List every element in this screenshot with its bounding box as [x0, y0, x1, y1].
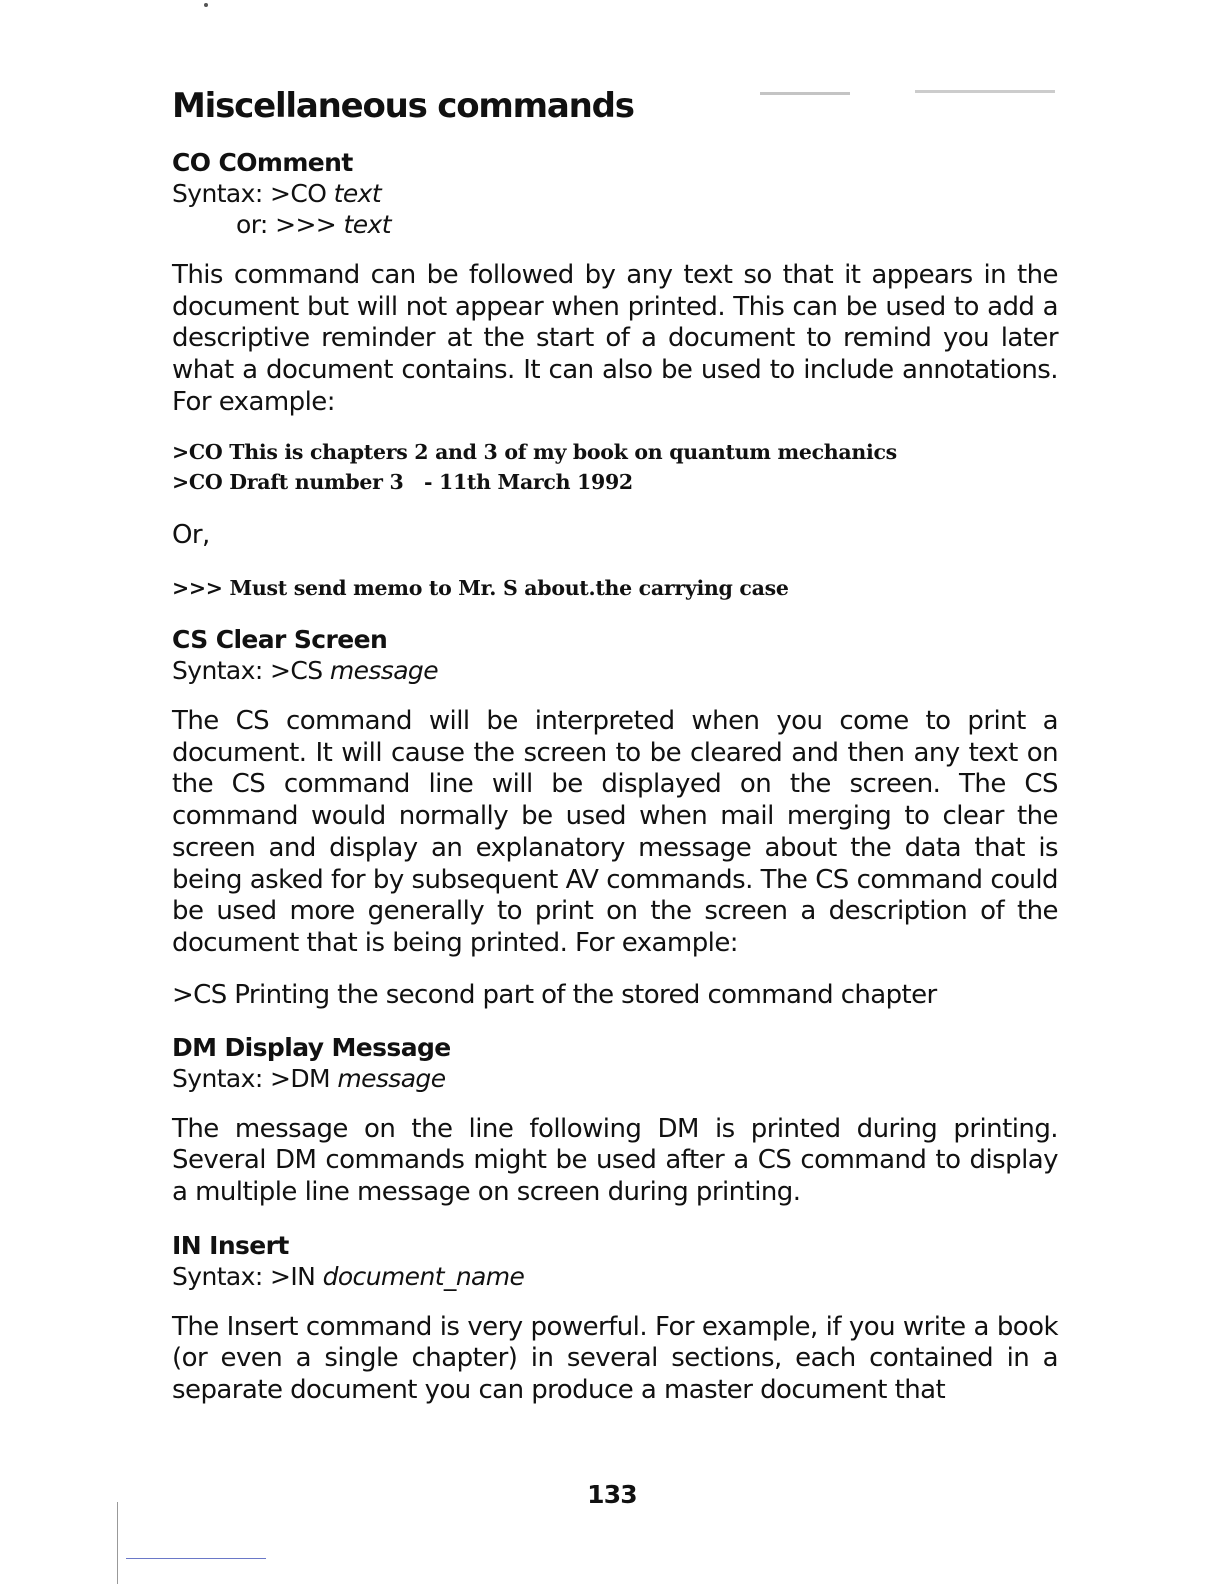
syntax-argument: text — [343, 210, 391, 239]
command-heading: CS Clear Screen — [172, 625, 388, 655]
code-example-block — [172, 437, 1058, 498]
description-paragraph: The message on the line following DM is printed during printing. Several DM commands might be used after a CS command to display a multiple line message on screen during printing. — [172, 1113, 1058, 1208]
page-title: Miscellaneous commands — [172, 86, 634, 126]
document-page — [172, 84, 1058, 1407]
code-example-line: >CO This is chapters 2 and 3 of my book on quantum mechanics — [172, 439, 897, 464]
syntax-prefix: Syntax: >CO — [172, 179, 327, 208]
command-heading: CO COmment — [172, 148, 353, 177]
scan-speck — [204, 3, 208, 7]
or-label: Or, — [172, 519, 210, 550]
syntax-argument: text — [333, 179, 382, 208]
syntax-prefix: Syntax: >IN — [172, 1261, 316, 1291]
section-dm-display-message — [172, 1033, 1058, 1209]
page-number: 133 — [587, 1480, 637, 1509]
section-co-comment — [172, 148, 1058, 603]
syntax-line — [172, 1063, 1058, 1094]
code-example-line: >CO Draft number 3 - 11th March 1992 — [172, 470, 633, 495]
syntax-prefix: Syntax: >DM — [172, 1063, 330, 1093]
syntax-line — [172, 1261, 1058, 1292]
description-paragraph: The Insert command is very powerful. For example, if you write a book (or even a single chapter) in several sections, each contained in a separate document you can produce a master document that — [172, 1311, 1058, 1406]
syntax-line — [172, 178, 1058, 209]
scan-speck — [915, 90, 1055, 93]
section-in-insert — [172, 1231, 1058, 1407]
scan-speck — [760, 92, 850, 95]
syntax-argument: message — [337, 1063, 446, 1093]
syntax-alternate-line — [172, 209, 1058, 240]
scan-edge-line — [126, 1558, 266, 1559]
description-paragraph: This command can be followed by any text so that it appears in the document but will not appear when printed. This can be used to add a descriptive reminder at the start of a document to remind you later what a document contains. It can also be used to include annotations. For example: — [172, 260, 1058, 417]
code-example-line: >>> Must send memo to Mr. S about.the carrying case — [172, 575, 789, 600]
section-cs-clear-screen — [172, 625, 1058, 1011]
syntax-line — [172, 655, 1058, 686]
syntax-prefix: Syntax: >CS — [172, 656, 323, 686]
scan-edge-line — [117, 1502, 118, 1584]
example-line: >CS Printing the second part of the stored command chapter — [172, 979, 937, 1010]
command-heading: IN Insert — [172, 1230, 289, 1260]
command-heading: DM Display Message — [172, 1032, 451, 1062]
syntax-argument: message — [329, 656, 438, 686]
syntax-argument: document_name — [322, 1261, 525, 1291]
description-paragraph: The CS command will be interpreted when you come to print a document. It will cause the screen to be cleared and then any text on the CS command line will be displayed on the screen. The CS command would normally be used when mail merging to clear the screen and display an explanatory message about the data that is being asked for by subsequent AV commands. The CS command could be used more generally to print on the screen a description of the document that is being printed. For example: — [172, 706, 1058, 958]
syntax-prefix: or: >>> — [236, 210, 337, 239]
